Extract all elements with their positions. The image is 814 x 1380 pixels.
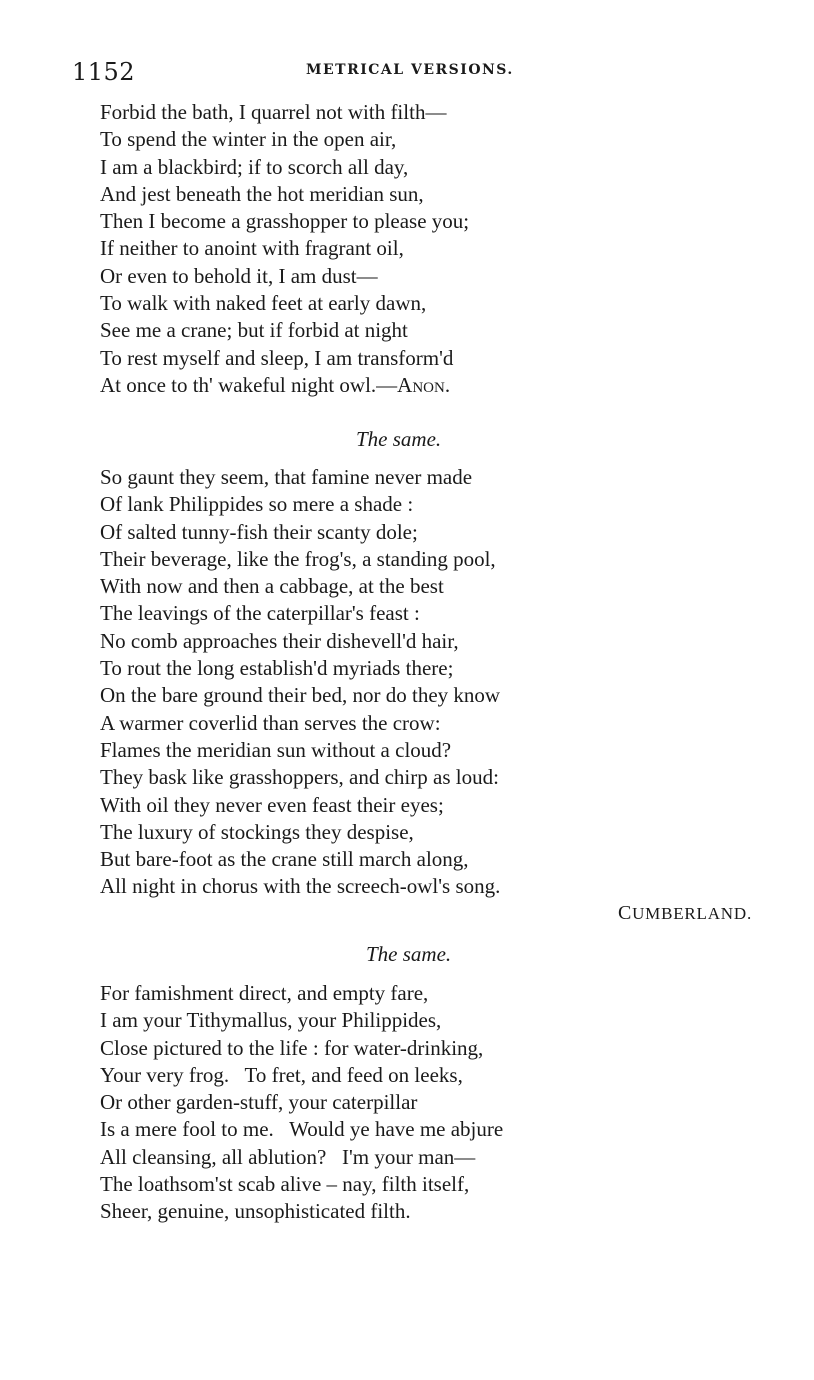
poem-line: Of salted tunny-fish their scanty dole; — [100, 519, 418, 544]
poem-line: Or other garden-stuff, your caterpillar — [100, 1090, 418, 1115]
attribution-cumberland: CUMBERLAND. — [617, 902, 752, 924]
attribution-anon: Anon. — [397, 372, 451, 397]
poem-line: Your very frog. To fret, and feed on leeks, — [100, 1062, 463, 1087]
poem-line: Forbid the bath, I quarrel not with filth— — [100, 100, 447, 124]
poem-line: On the bare ground their bed, nor do they know — [100, 683, 501, 708]
poem-line: For famishment direct, and empty fare, — [100, 981, 429, 1005]
poem-line: To rout the long establish'd myriads there; — [100, 656, 454, 681]
poem-line: A warmer coverlid than serves the crow: — [100, 710, 441, 735]
poem-line: At once to th' wakeful night owl.— — [100, 372, 398, 397]
poem-line-with-attribution — [100, 372, 469, 399]
section-title: The same. — [366, 942, 452, 966]
poem-line: Sheer, genuine, unsophisticated filth. — [100, 1199, 411, 1224]
poem-line: To walk with naked feet at early dawn, — [100, 291, 427, 316]
poem-3 — [100, 980, 503, 1226]
poem-line: With now and then a cabbage, at the best — [100, 574, 444, 599]
section-title: The same. — [356, 427, 442, 451]
poem-line: All night in chorus with the screech-owl's song. — [100, 874, 501, 899]
poem-line: If neither to anoint with fragrant oil, — [100, 236, 404, 261]
poem-line: Close pictured to the life : for water-drinking, — [100, 1035, 484, 1060]
poem-line: And jest beneath the hot meridian sun, — [100, 181, 424, 206]
poem-line: The leavings of the caterpillar's feast : — [100, 601, 420, 626]
poem-line: So gaunt they seem, that famine never made — [100, 465, 473, 489]
poem-line: Then I become a grasshopper to please you; — [100, 209, 470, 234]
poem-line: I am your Tithymallus, your Philippides, — [100, 1008, 442, 1033]
poem-line: But bare-foot as the crane still march along, — [100, 847, 469, 872]
poem-line: To rest myself and sleep, I am transform'd — [100, 345, 454, 370]
poem-line: Flames the meridian sun without a cloud? — [100, 737, 452, 762]
poem-line: No comb approaches their dishevell'd hair, — [100, 628, 459, 653]
poem-line: They bask like grasshoppers, and chirp as loud: — [100, 765, 499, 790]
poem-line: The loathsom'st scab alive – nay, filth itself, — [100, 1172, 470, 1197]
poem-line: See me a crane; but if forbid at night — [100, 318, 408, 343]
poem-line: To spend the winter in the open air, — [100, 127, 397, 152]
poem-line: Their beverage, like the frog's, a standing pool, — [100, 546, 496, 571]
poem-line: Of lank Philippides so mere a shade : — [100, 492, 414, 517]
poem-line: I am a blackbird; if to scorch all day, — [100, 154, 409, 179]
running-head: METRICAL VERSIONS. — [306, 62, 514, 78]
poem-line: The luxury of stockings they despise, — [100, 819, 414, 844]
poem-line: Is a mere fool to me. Would ye have me abjure — [100, 1117, 504, 1142]
poem-line: All cleansing, all ablution? I'm your man— — [100, 1144, 476, 1169]
poem-2 — [100, 464, 500, 901]
poem-line: Or even to behold it, I am dust— — [100, 263, 378, 288]
poem-line: With oil they never even feast their eyes; — [100, 792, 444, 817]
poem-1 — [100, 99, 469, 399]
page-number: 1152 — [72, 58, 136, 86]
